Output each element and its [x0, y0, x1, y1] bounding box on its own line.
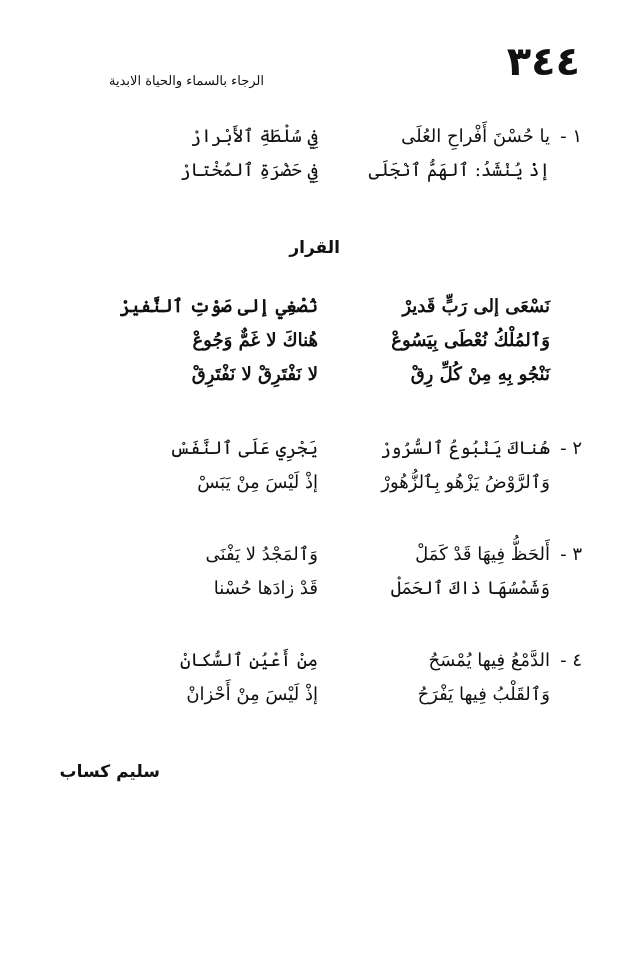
first-hemistich: إذْ يُنْشَدُ: ٱلهَمُّ ٱنْجَلَى [368, 160, 550, 181]
stanza-number: ١ - [560, 126, 582, 147]
stanza-3 [62, 544, 582, 612]
stanza-number: ٣ - [560, 544, 582, 565]
second-hemistich: لا نَفْتَرِقْ لا نَفْتَرِقْ [191, 364, 318, 385]
verse-line [62, 578, 582, 612]
verse-line [62, 650, 582, 684]
verse-line [62, 126, 582, 160]
verse-line [62, 364, 582, 398]
first-hemistich: وَٱلرَّوْضُ يَزْهُو بِٱلزُّهُورْ [381, 472, 550, 493]
first-hemistich: هُناكَ يَنْبُوعُ ٱلسُّرُورْ [380, 438, 550, 459]
stanza-2 [62, 438, 582, 506]
first-hemistich: وَٱلمُلْكُ نُعْطَى بِيَسُوعْ [391, 330, 550, 351]
author-name: سليم كساب [59, 762, 160, 782]
first-hemistich: نَسْعَى إلى رَبٍّ قَديرْ [402, 296, 550, 317]
verse-line [62, 438, 582, 472]
hymn-number: ٣٤٤ [506, 39, 580, 85]
verse-line [62, 160, 582, 194]
first-hemistich: أَلحَظُّ فِيهَا قَدْ كَمَلْ [415, 544, 550, 565]
second-hemistich: نُصْغِي إلى صَوْتِ ٱلنَّفيرْ [119, 296, 318, 317]
second-hemistich: إذْ لَيْسَ مِنْ يَبَسْ [197, 472, 318, 493]
second-hemistich: يَجْرِي عَلَى ٱلنَّفَسْ [169, 438, 318, 459]
verse-line [62, 472, 582, 506]
refrain-heading: القرار [289, 238, 340, 258]
verse-line [62, 330, 582, 364]
second-hemistich: قَدْ زادَها حُسْنا [213, 578, 318, 599]
first-hemistich: يا حُسْنَ أَفْراحِ العُلَى [401, 126, 550, 147]
first-hemistich: وَشَمْسُهَا ذاكَ ٱلحَمَلْ [390, 578, 550, 599]
second-hemistich: إذْ لَيْسَ مِنْ أَحْزانْ [186, 684, 318, 705]
second-hemistich: هُناكَ لا غَمٌّ وَجُوعْ [192, 330, 318, 351]
stanza-1 [62, 126, 582, 194]
first-hemistich: الدَّمْعُ فِيها يُمْسَحُ [428, 650, 550, 671]
verse-line [62, 296, 582, 330]
second-hemistich: فِي حَضْرَةِ ٱلمُخْتارْ [179, 160, 318, 181]
first-hemistich: نَنْجُو بِهِ مِنْ كُلِّ رِقْ [410, 364, 550, 385]
running-title: الرجاء بالسماء والحياة الابدية [109, 74, 264, 89]
second-hemistich: فِي سُلْطَةِ ٱلأَبْرارْ [190, 126, 318, 147]
stanza-4 [62, 650, 582, 718]
first-hemistich: وَٱلقَلْبُ فِيها يَفْرَحُ [417, 684, 550, 705]
second-hemistich: وَٱلمَجْدُ لا يَفْنَى [205, 544, 318, 565]
second-hemistich: مِنْ أَعْيُنِ ٱلسُّكانْ [179, 650, 318, 671]
stanza-number: ٤ - [560, 650, 582, 671]
verse-line [62, 684, 582, 718]
refrain [62, 296, 582, 398]
verse-line [62, 544, 582, 578]
stanza-number: ٢ - [560, 438, 582, 459]
